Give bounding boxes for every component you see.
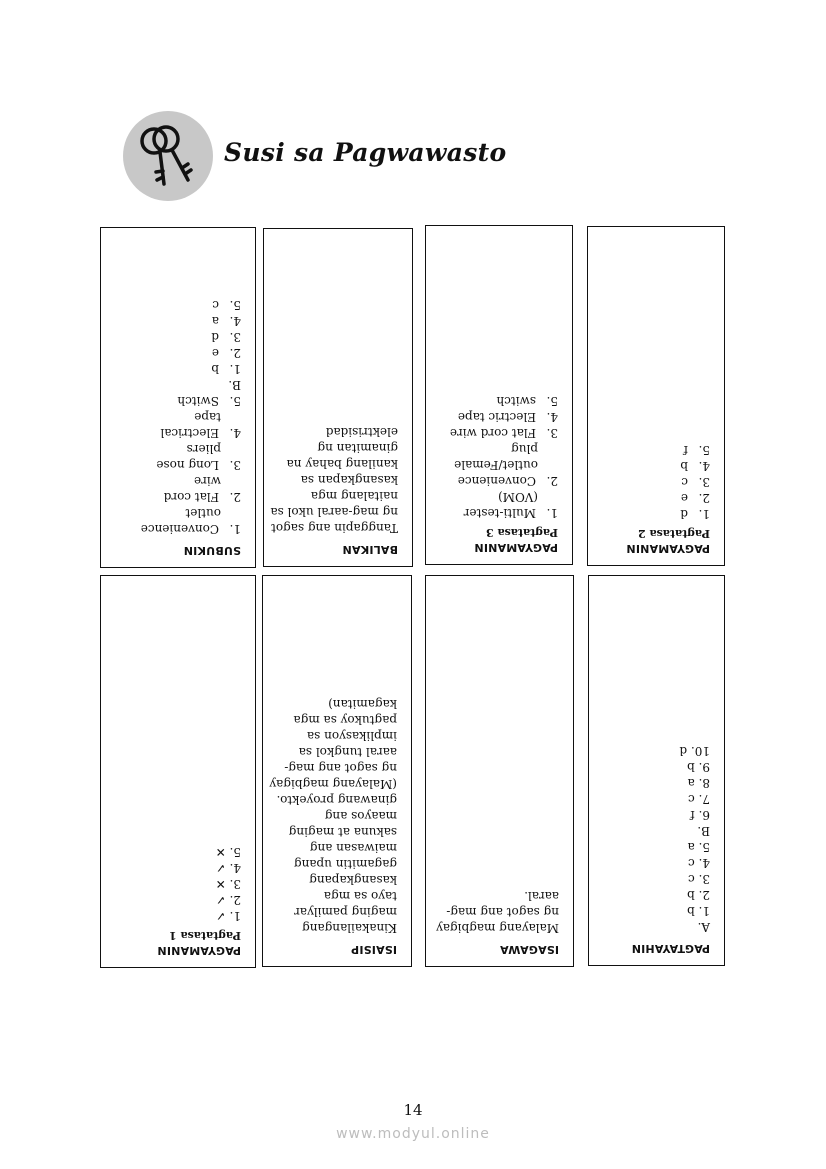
box-header: PAGYAMANIN (474, 541, 558, 554)
answer-line: maiwasan ang (309, 841, 397, 855)
answer-line: Tanggapin ang sagot (271, 521, 398, 535)
answer-line: ng mag-aaral ukol sa (270, 505, 398, 519)
answer-line: pagtukoy sa mga (293, 713, 397, 727)
answer-line: (VOM) (498, 490, 538, 504)
answer-line: A. (697, 920, 710, 934)
answer-line: 1.d (680, 507, 710, 521)
answer-line: 6. f (690, 808, 710, 822)
answer-line: pliers (186, 442, 221, 456)
answer-box-isagawa (425, 575, 574, 967)
answer-line: aaral tungkol sa (298, 745, 397, 759)
answer-line: 5.Switch (177, 394, 241, 408)
box-header: ISAGAWA (499, 943, 559, 956)
answer-line: tayo sa mga (323, 889, 397, 903)
answer-line: aaral. (524, 889, 559, 903)
answer-box-pagyamanin-1 (100, 575, 256, 968)
answer-line: (Malayang magbigay (269, 777, 397, 791)
box-header: PAGYAMANIN (626, 542, 710, 555)
answer-line: 2. ✓ (215, 893, 241, 907)
answer-line: plug (511, 442, 538, 456)
answer-line: Malayang magbigay (436, 921, 559, 935)
page-title: Susi sa Pagwawasto (224, 138, 507, 167)
answer-box-pagtayahin (588, 575, 725, 966)
answer-line: outlet (185, 506, 221, 520)
answer-line: tape (194, 410, 221, 424)
answer-line: 1.Multi-tester (463, 506, 558, 520)
answer-line: 3.Flat cord wire (449, 426, 558, 440)
answer-line: 8. a (687, 776, 710, 790)
page-number: 14 (403, 1101, 423, 1119)
answer-line: maayos ang (324, 809, 397, 823)
answer-line: ginamitan ng (317, 441, 398, 455)
answer-line: 4.Electrical (160, 426, 241, 440)
answer-line: elektrisidad (325, 425, 398, 439)
answer-line: 5.switch (496, 394, 558, 408)
answer-line: 2.Flat cord (163, 490, 241, 504)
answer-line: Kinakailangang (302, 921, 397, 935)
answer-line: sakuna at maging (288, 825, 397, 839)
box-subheader: Pagtatasa 3 (485, 526, 558, 539)
answer-line: 1.b (211, 362, 241, 376)
answer-line: 4.a (211, 314, 241, 328)
keys-icon (122, 110, 214, 202)
answer-line: ng sagot ang mag- (284, 761, 397, 775)
answer-line: 5.f (683, 443, 710, 457)
answer-line: 5. a (687, 840, 710, 854)
answer-line: B. (697, 824, 710, 838)
box-header: SUBUKIN (183, 544, 241, 557)
answer-line: 2. b (687, 888, 710, 902)
answer-line: 3.d (211, 330, 241, 344)
answer-box-isaisip (262, 575, 412, 967)
answer-line: 1.Convenience (140, 522, 241, 536)
answer-box-balikan (263, 228, 413, 567)
box-header: BALIKAN (342, 543, 398, 556)
box-header: PAGYAMANIN (157, 944, 241, 957)
answer-line: 5.c (212, 298, 241, 312)
answer-line: kanilang bahay na (286, 457, 398, 471)
answer-line: 4. c (688, 856, 710, 870)
answer-line: 4.Electric tape (457, 410, 558, 424)
answer-line: kasangkapan sa (300, 473, 398, 487)
answer-line: maging pamilyar (294, 905, 397, 919)
answer-line: 3.c (681, 475, 710, 489)
answer-line: 3.Long nose (156, 458, 241, 472)
answer-line: 5. ✕ (215, 845, 241, 859)
answer-line: ginawang proyekto. (276, 793, 397, 807)
answer-line: 4. ✓ (215, 861, 241, 875)
box-header: ISAISIP (350, 943, 397, 956)
answer-box-pagyamanin-2 (587, 226, 725, 566)
answer-line: 2.e (680, 491, 710, 505)
answer-line: 1. b (687, 904, 710, 918)
answer-line: 9. b (687, 760, 710, 774)
answer-box-pagyamanin-3 (425, 225, 573, 565)
answer-line: 3. ✕ (215, 877, 241, 891)
answer-line: naitalang mga (310, 489, 398, 503)
answer-line: ng sagot ang mag- (446, 905, 559, 919)
answer-line: gagamitin upang (293, 857, 397, 871)
answer-line: implikasyon sa (306, 729, 397, 743)
answer-box-subukin (100, 227, 256, 568)
box-subheader: Pagtatasa 2 (637, 527, 710, 540)
answer-line: 10. d (679, 744, 710, 758)
answer-line: 7. c (688, 792, 710, 806)
answer-line: wire (194, 474, 221, 488)
box-subheader: Pagtatasa 1 (168, 929, 241, 942)
answer-line: 3. c (688, 872, 710, 886)
box-header: PAGTAYAHIN (631, 942, 710, 955)
watermark: www.modyul.online (336, 1126, 490, 1142)
answer-line: B. (228, 378, 241, 392)
answer-line: 2.e (211, 346, 241, 360)
answer-line: 2.Convenience (457, 474, 558, 488)
answer-line: outlet/Female (454, 458, 538, 472)
answer-line: kagamitan) (328, 697, 397, 711)
answer-line: kasangkapang (309, 873, 397, 887)
answer-line: 4.b (680, 459, 710, 473)
answer-line: 1. ✓ (215, 909, 241, 923)
